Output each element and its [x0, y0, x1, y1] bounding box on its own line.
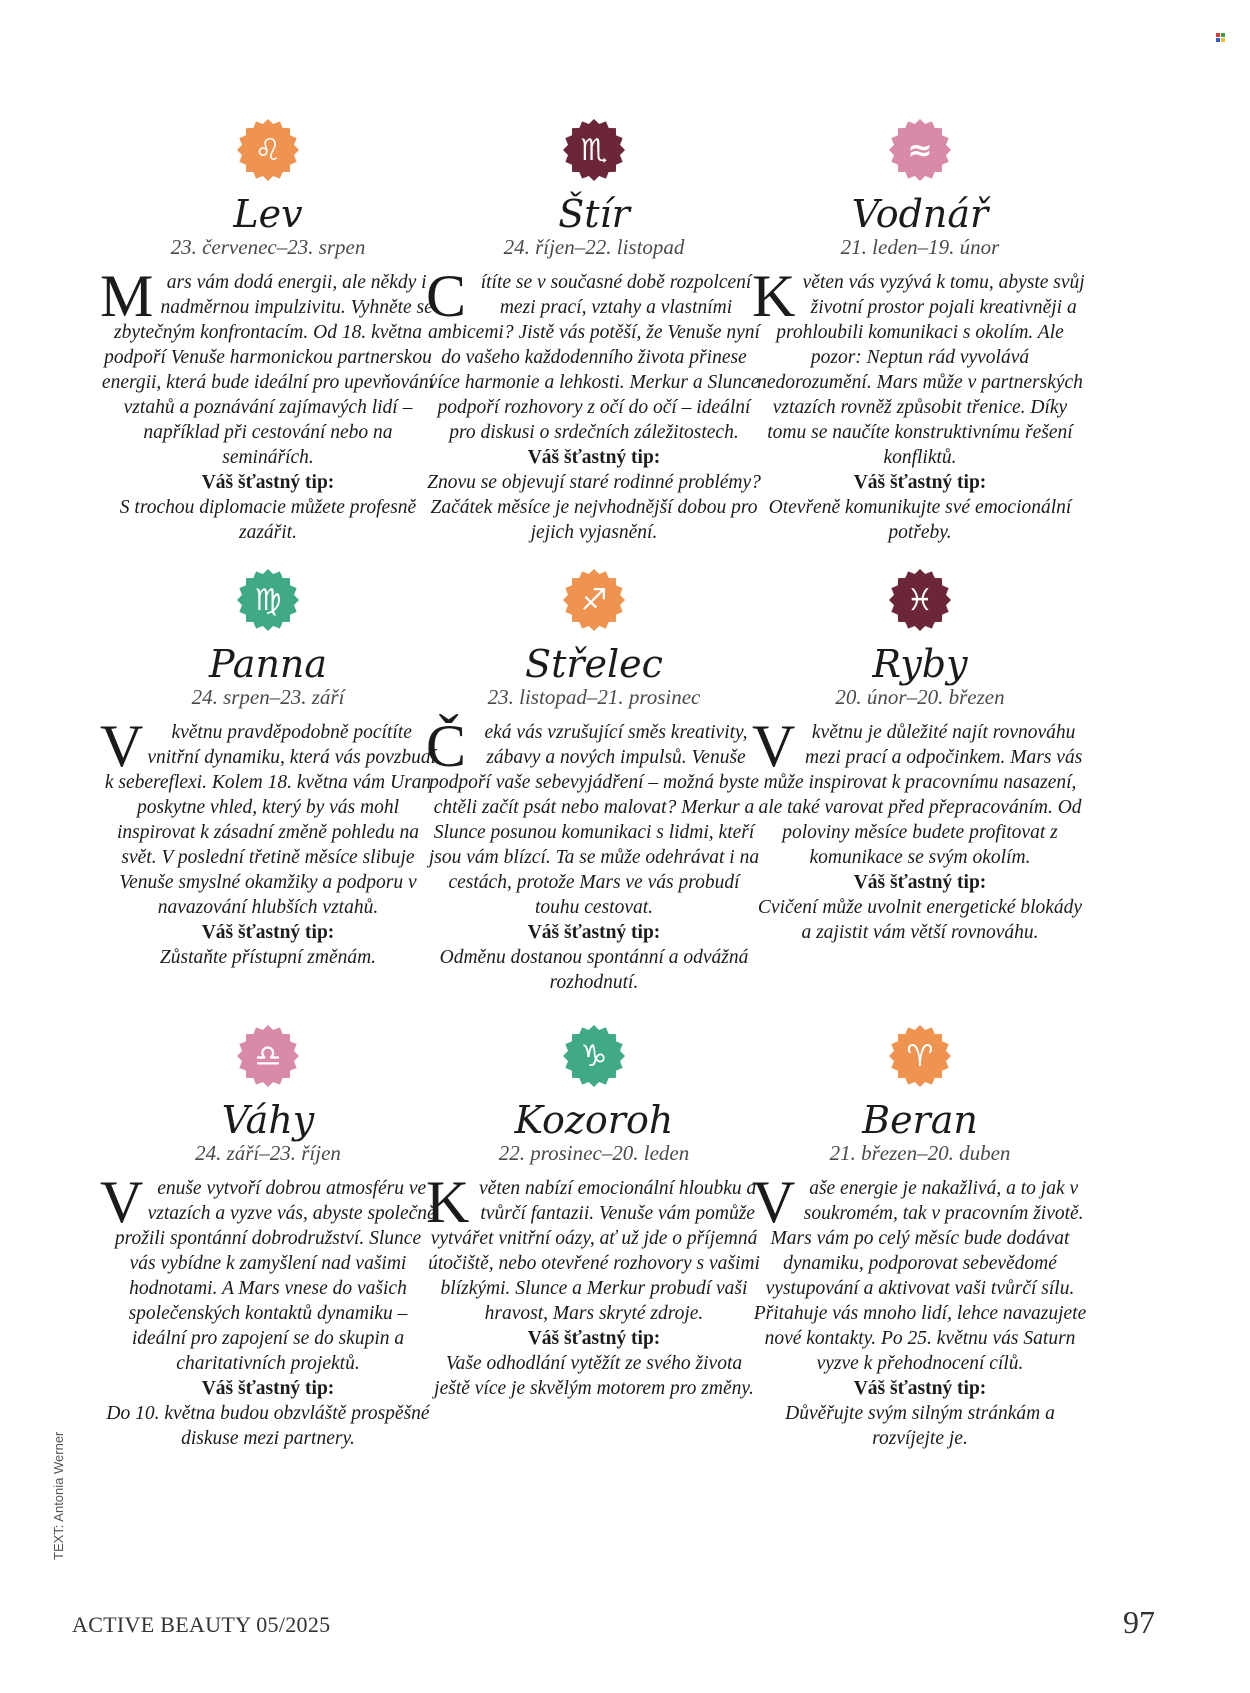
- horoscope-vodnář: [752, 118, 1088, 545]
- zodiac-8-icon: [888, 1024, 952, 1088]
- tip-text: Vaše odhodlání vytěžít ze svého života ještě více je skvělým motorem pro změny.: [434, 1353, 754, 1399]
- sign-dates: 20. únor–20. březen: [835, 685, 1005, 709]
- sign-dates: 24. říjen–22. listopad: [503, 235, 685, 259]
- sign-dates: 23. červenec–23. srpen: [170, 235, 366, 259]
- sign-body: aše energie je nakažlivá, a to jak v soukromém, tak v pracovním životě. Mars vám po celý měsíc bude dodávat dynamiku, podporovat sebevědomé vystupování a aktivovat vaši tvůrčí sílu. Přitahuje vás mnoho lidí, lehce navazujete nové kontakty. Po 25. květnu vás Saturn vyzve k přehodnocení cílů.: [753, 1178, 1087, 1374]
- zodiac-4-icon: [562, 568, 626, 632]
- tip-text: Zůstaňte přístupní změnám.: [159, 947, 377, 968]
- tip-text: Znovu se objevují staré rodinné problémy? Začátek měsíce je nejvhodnější dobou pro jejich vyjasnění.: [427, 472, 761, 543]
- sign-name: Beran: [862, 1098, 978, 1142]
- sign-name: Ryby: [872, 642, 968, 686]
- sign-text: [426, 713, 762, 920]
- sign-name: Štír: [558, 192, 630, 236]
- sign-text: [752, 263, 1088, 470]
- text-credit: TEXT: Antonia Werner: [51, 1431, 66, 1560]
- horoscope-váhy: [100, 1024, 436, 1451]
- sign-dates: 21. leden–19. únor: [840, 235, 1000, 259]
- svg-text:♓: ♓: [906, 583, 934, 618]
- svg-text:♑: ♑: [580, 1039, 608, 1074]
- zodiac-2-icon: [888, 118, 952, 182]
- zodiac-7-icon: [562, 1024, 626, 1088]
- sign-text: [100, 263, 436, 470]
- sign-name: Váhy: [221, 1098, 315, 1142]
- svg-text:♌: ♌: [254, 133, 282, 168]
- sign-body: květnu je důležité najít rovnováhu mezi prací a odpočinkem. Mars vás může inspirovat k pracovnímu nasazení, ale také varovat před přepracováním. Od poloviny měsíce budete profitovat z komunikace se svým okolím.: [758, 722, 1083, 868]
- drop-cap: Č: [426, 713, 467, 779]
- sign-name: Lev: [233, 192, 303, 236]
- tip-text: Do 10. května budou obzvláště prospěšné diskuse mezi partnery.: [106, 1403, 430, 1449]
- sign-dates: 24. září–23. říjen: [195, 1141, 341, 1165]
- sign-body: věten nabízí emocionální hloubku a tvůrčí fantazii. Venuše vám pomůže vytvářet vnitřní oázy, ať už jde o příjemná útočiště, nebo otevřené rozhovory s vašimi blízkými. Slunce a Merkur probudí vaši hravost, Mars skryté zdroje.: [428, 1178, 760, 1324]
- tip-label: Váš šťastný tip:: [853, 472, 987, 493]
- horoscope-štír: [426, 118, 762, 545]
- svg-text:♐: ♐: [580, 583, 608, 618]
- svg-text:♈: ♈: [906, 1039, 934, 1074]
- svg-text:≈: ≈: [907, 133, 933, 168]
- drop-cap: M: [100, 263, 154, 329]
- sign-body: květnu pravděpodobně pocítíte vnitřní dynamiku, která vás povzbudí k sebereflexi. Kolem 18. května vám Uran poskytne vhled, který by vás mohl inspirovat k zásadní změně pohledu na svět. V poslední třetině měsíce slibuje Venuše smyslné okamžiky a podporu v navazování hlubších vztahů.: [104, 722, 436, 918]
- sign-text: [752, 1169, 1088, 1376]
- svg-text:♏: ♏: [580, 133, 608, 168]
- tip-text: S trochou diplomacie můžete profesně zazářit.: [119, 497, 417, 543]
- magazine-issue: ACTIVE BEAUTY 05/2025: [72, 1612, 331, 1637]
- tip-label: Váš šťastný tip:: [527, 447, 661, 468]
- sign-text: [100, 713, 436, 920]
- tip-label: Váš šťastný tip:: [527, 922, 661, 943]
- zodiac-5-icon: [888, 568, 952, 632]
- sign-name: Kozoroh: [514, 1098, 674, 1142]
- zodiac-1-icon: [562, 118, 626, 182]
- tip-label: Váš šťastný tip:: [527, 1328, 661, 1349]
- tip-label: Váš šťastný tip:: [201, 1378, 335, 1399]
- sign-body: ars vám dodá energii, ale někdy i nadměrnou impulzivitu. Vyhněte se zbytečným konfrontacím. Od 18. května podpoří Venuše harmonickou partnerskou energii, která bude ideální pro upevňování vztahů a poznávání zajímavých lidí – například při cestování nebo na seminářích.: [101, 272, 435, 468]
- horoscope-beran: [752, 1024, 1088, 1451]
- drop-cap: V: [100, 713, 144, 779]
- sign-body: věten vás vyzývá k tomu, abyste svůj životní prostor pojali kreativněji a prohloubili komunikaci s okolím. Ale pozor: Neptun rád vyvolává nedorozumění. Mars může v partnerských vztazích rovněž způsobit třenice. Díky tomu se naučíte konstruktivnímu řešení konfliktů.: [757, 272, 1085, 468]
- sign-dates: 23. listopad–21. prosinec: [487, 685, 701, 709]
- sign-body: enuše vytvoří dobrou atmosféru ve vztazích a vyzve vás, abyste společně prožili spontánní dobrodružství. Slunce vás vybídne k zamyšlení nad vašimi hodnotami. A Mars vnese do vašich společenských kontaktů dynamiku – ideální pro zapojení se do skupin a charitativních projektů.: [114, 1178, 436, 1374]
- sign-text: [426, 1169, 762, 1326]
- sign-dates: 24. srpen–23. září: [191, 685, 345, 709]
- drop-cap: V: [100, 1169, 144, 1235]
- tip-label: Váš šťastný tip:: [853, 872, 987, 893]
- drop-cap: V: [752, 713, 796, 779]
- sign-body: eká vás vzrušující směs kreativity, zábavy a nových impulsů. Venuše podpoří vaše sebevyjádření – možná byste chtěli začít psát nebo malovat? Merkur a Slunce posunou komunikaci s lidmi, kteří jsou vám blízcí. Ta se může odehrávat i na cestách, protože Mars ve vás probudí touhu cestovat.: [428, 722, 760, 918]
- zodiac-3-icon: [236, 568, 300, 632]
- sign-name: Panna: [208, 642, 328, 686]
- horoscope-kozoroh: [426, 1024, 762, 1401]
- zodiac-6-icon: [236, 1024, 300, 1088]
- drop-cap: K: [752, 263, 796, 329]
- svg-text:♎: ♎: [254, 1039, 282, 1074]
- sign-text: [426, 263, 762, 445]
- tip-label: Váš šťastný tip:: [201, 472, 335, 493]
- tip-text: Otevřeně komunikujte své emocionální potřeby.: [768, 497, 1072, 543]
- tip-label: Váš šťastný tip:: [853, 1378, 987, 1399]
- corner-color-mark: [1216, 33, 1225, 42]
- page-number: 97: [1123, 1604, 1155, 1640]
- sign-name: Střelec: [525, 642, 663, 686]
- horoscope-panna: [100, 568, 436, 970]
- horoscope-lev: [100, 118, 436, 545]
- sign-name: Vodnář: [851, 192, 989, 236]
- sign-dates: 22. prosinec–20. leden: [498, 1141, 690, 1165]
- horoscope-ryby: [752, 568, 1088, 945]
- tip-text: Důvěřujte svým silným stránkám a rozvíjejte je.: [785, 1403, 1055, 1449]
- tip-text: Odměnu dostanou spontánní a odvážná rozhodnutí.: [439, 947, 749, 993]
- tip-label: Váš šťastný tip:: [201, 922, 335, 943]
- horoscope-střelec: [426, 568, 762, 995]
- sign-text: [752, 713, 1088, 870]
- sign-text: [100, 1169, 436, 1376]
- tip-text: Cvičení může uvolnit energetické blokády a zajistit vám větší rovnováhu.: [757, 897, 1083, 943]
- sign-body: ítíte se v současné době rozpolcení mezi prací, vztahy a vlastními ambicemi? Jistě vás potěší, že Venuše nyní do vašeho každodenního života přinese více harmonie a lehkosti. Merkur a Slunce podpoří rozhovory z očí do očí – ideální pro diskusi o srdečních záležitostech.: [428, 272, 760, 443]
- drop-cap: C: [426, 263, 467, 329]
- drop-cap: V: [752, 1169, 796, 1235]
- zodiac-0-icon: [236, 118, 300, 182]
- sign-dates: 21. březen–20. duben: [829, 1141, 1011, 1165]
- drop-cap: K: [426, 1169, 470, 1235]
- svg-text:♍: ♍: [254, 583, 282, 618]
